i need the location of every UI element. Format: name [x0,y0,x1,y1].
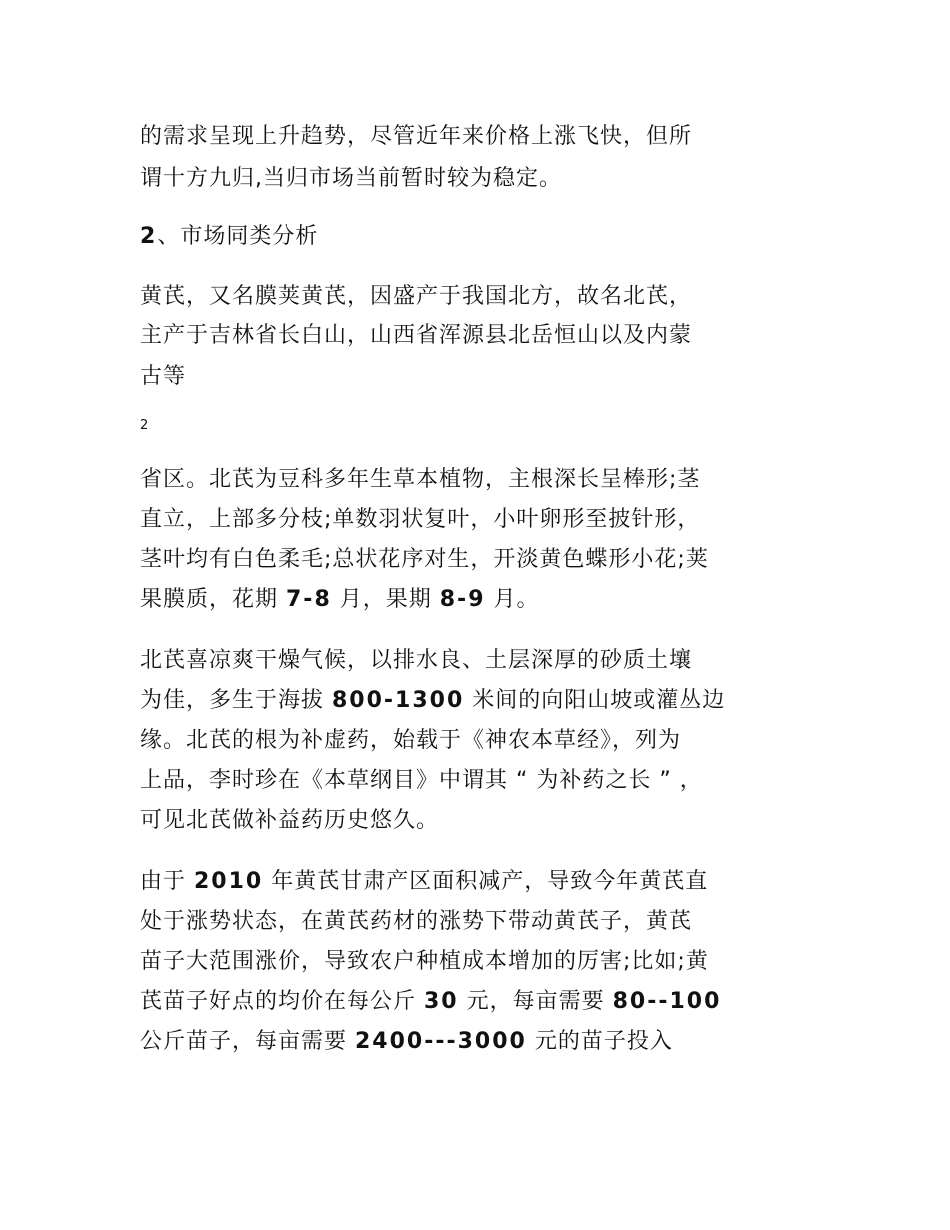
paragraph-4-line-3: 缘。北芪的根为补虚药，始载于《神农本草经》，列为 [140,728,682,753]
paragraph-5-line-3: 苗子大范围涨价，导致农户种植成本增加的厉害;比如;黄 [140,949,709,974]
paragraph-4-line-2 [140,686,725,716]
text-run: 元，每亩需要 [458,989,613,1014]
text-run: 元的苗子投入 [526,1029,673,1054]
paragraph-4-line-5: 可见北芪做补益药历史悠久。 [140,808,440,833]
paragraph-5-line-4 [140,987,721,1017]
paragraph-1-line-1: 的需求呈现上升趋势，尽管近年来价格上涨飞快，但所 [140,124,693,149]
paragraph-4-line-1: 北芪喜凉爽干燥气候，以排水良、土层深厚的砂质土壤 [140,648,693,673]
section-title: 、市场同类分析 [157,224,319,249]
paragraph-1-line-2: 谓十方九归,当归市场当前暂时较为稳定。 [140,166,562,191]
text-run: 芪苗子好点的均价在每公斤 [140,989,424,1014]
text-run: 由于 [140,869,194,894]
page-number: 2 [140,418,149,433]
text-run: 为佳，多生于海拔 [140,688,332,713]
paragraph-5-line-5 [140,1027,673,1057]
bold-number: 7-8 [286,587,332,612]
paragraph-4-line-4: 上品，李时珍在《本草纲目》中谓其 “ 为补药之长 ” ， [140,768,703,793]
text-run: 果膜质，花期 [140,587,286,612]
paragraph-2-line-3: 古等 [140,364,187,389]
paragraph-2-line-1: 黄芪，又名膜荚黄芪，因盛产于我国北方，故名北芪， [140,284,693,309]
bold-number: 2400---3000 [355,1029,527,1054]
paragraph-3-line-4 [140,585,540,615]
paragraph-2-line-2: 主产于吉林省长白山，山西省浑源县北岳恒山以及内蒙 [140,323,693,348]
bold-number: 800-1300 [332,688,465,713]
bold-number: 80--100 [612,989,722,1014]
section-heading [140,222,318,252]
text-run: 年黄芪甘肃产区面积减产，导致今年黄芪直 [263,869,709,894]
paragraph-3-line-2: 直立，上部多分枝;单数羽状复叶，小叶卵形至披针形， [140,507,701,532]
bold-number: 30 [424,989,459,1014]
paragraph-5-line-1 [140,867,708,897]
text-run: 米间的向阳山坡或灌丛边 [464,688,726,713]
bold-number: 2010 [194,869,264,894]
paragraph-5-line-2: 处于涨势状态，在黄芪药材的涨势下带动黄芪子，黄芪 [140,909,693,934]
section-number: 2 [140,224,158,249]
bold-number: 8-9 [439,587,486,612]
text-run: 公斤苗子，每亩需要 [140,1029,355,1054]
paragraph-3-line-1: 省区。北芪为豆科多年生草本植物，主根深长呈棒形;茎 [140,467,701,492]
paragraph-3-line-3: 茎叶均有白色柔毛;总状花序对生，开淡黄色蝶形小花;荚 [140,547,709,572]
text-run: 月。 [485,587,540,612]
text-run: 月，果期 [331,587,440,612]
